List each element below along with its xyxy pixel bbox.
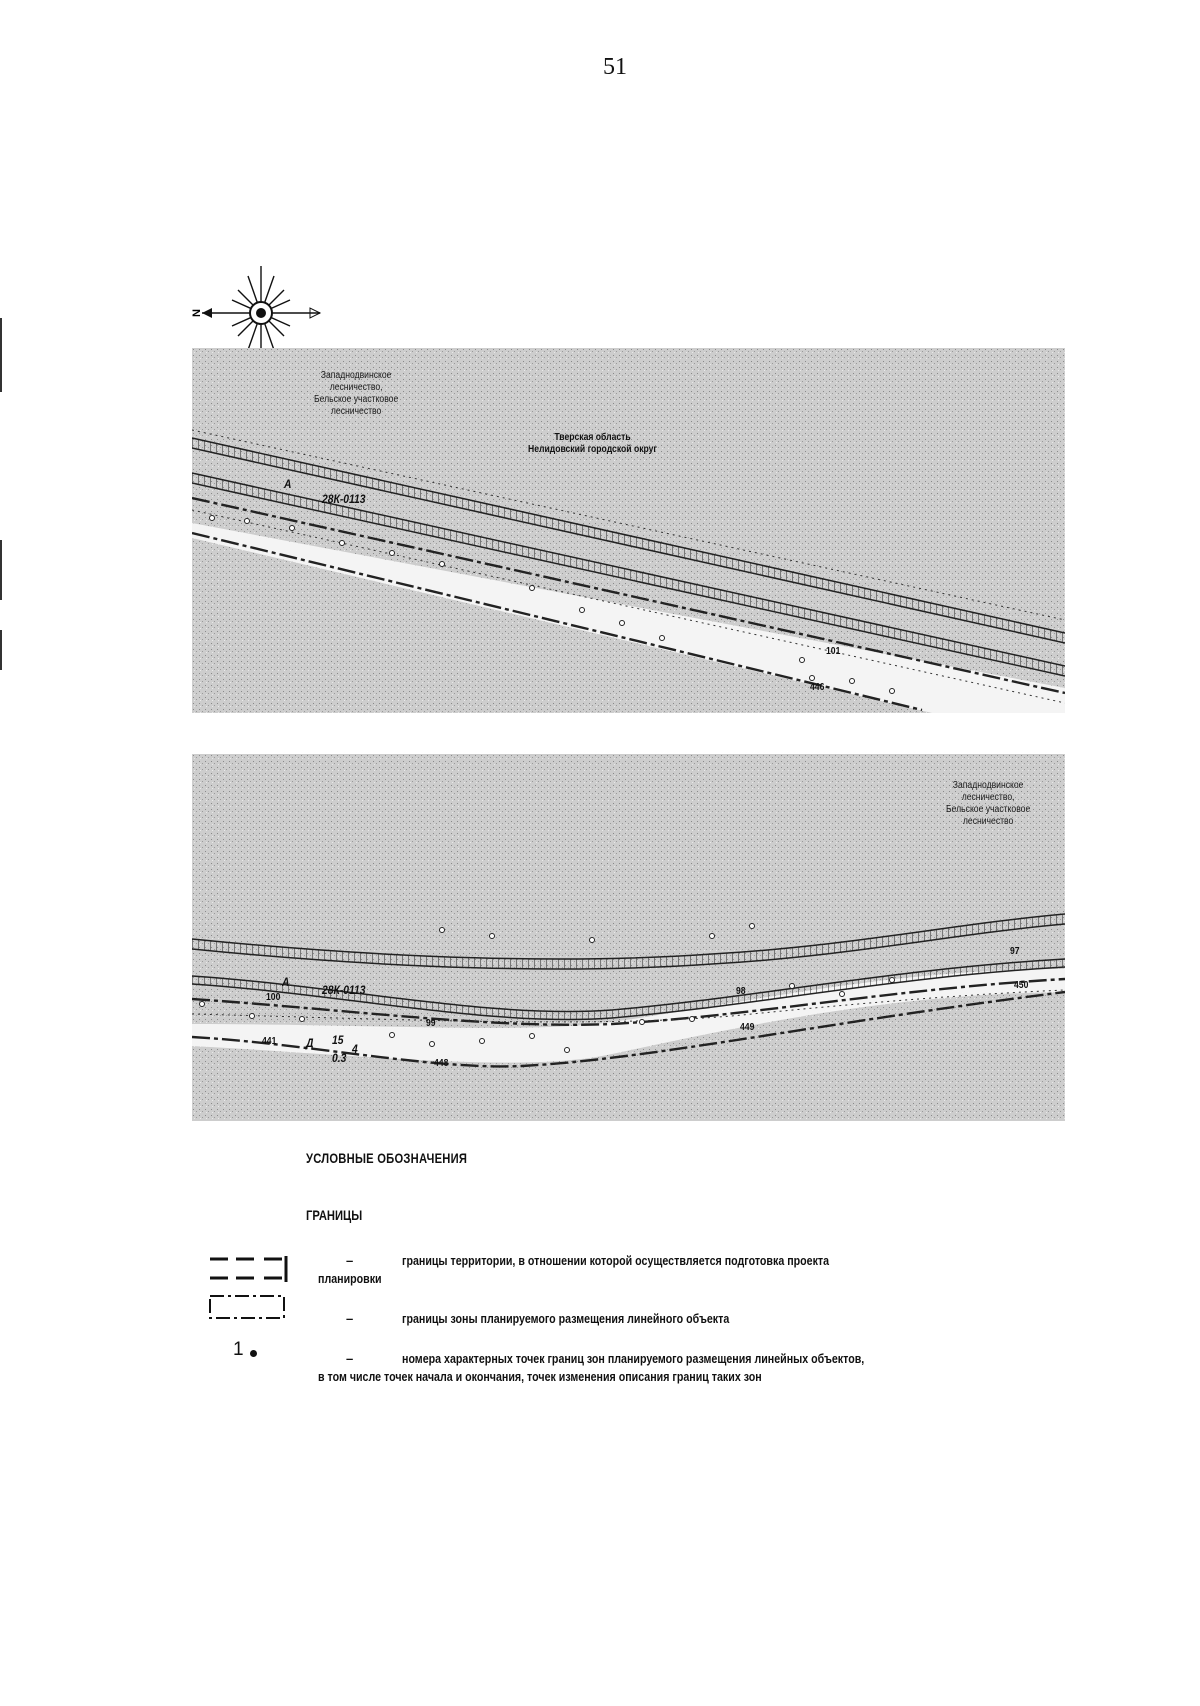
legend-dash: – xyxy=(346,1351,354,1366)
point-number-symbol-label: 1 xyxy=(233,1339,244,1360)
point-number-label: 446 xyxy=(810,682,825,693)
point-number-label: 449 xyxy=(740,1022,755,1033)
point-number-label: 97 xyxy=(1010,946,1020,957)
scan-edge-mark xyxy=(0,630,2,670)
map-mark-label: 4 xyxy=(352,1042,358,1056)
legend-section-title: ГРАНИЦЫ xyxy=(306,1207,363,1223)
legend-dash: – xyxy=(346,1253,354,1268)
point-number-label: 98 xyxy=(736,986,746,997)
territory-boundary-symbol-icon xyxy=(210,1256,290,1286)
road-code-label: 28К-0113 xyxy=(322,492,366,506)
legend-dash: – xyxy=(346,1311,354,1326)
point-marker-icon xyxy=(250,1350,257,1357)
legend-item-text: номера характерных точек границ зон планируемого размещения линейных объектов, xyxy=(402,1351,865,1366)
point-number-label: 448 xyxy=(434,1058,449,1069)
compass-north-label: N xyxy=(191,309,203,317)
point-number-label: 100 xyxy=(266,992,281,1003)
point-number-label: 450 xyxy=(1014,980,1029,991)
map-mark-label: 15 xyxy=(332,1033,344,1047)
region-label: Тверская область Нелидовский городской округ xyxy=(528,432,658,455)
forestry-label: Западнодвинское лесничество, Бельское участковое лесничество xyxy=(314,370,399,417)
point-number-label: 441 xyxy=(262,1036,277,1047)
legend-item-text: в том числе точек начала и окончания, точек изменения описания границ таких зон xyxy=(318,1369,762,1384)
page-number: 51 xyxy=(603,54,627,80)
forestry-label: Западнодвинское лесничество, Бельское участковое лесничество xyxy=(946,780,1031,827)
map-mark-label: Д xyxy=(306,1036,314,1050)
road-code-label: 28К-0113 xyxy=(322,983,366,997)
scan-edge-mark xyxy=(0,540,2,600)
legend-item-text: границы зоны планируемого размещения линейного объекта xyxy=(402,1311,730,1326)
point-number-label: 99 xyxy=(426,1018,436,1029)
boundary-letter-label: А xyxy=(282,975,290,989)
zone-boundary-symbol-icon xyxy=(208,1294,288,1322)
map-mark-label: 0.3 xyxy=(332,1051,347,1065)
legend-title: УСЛОВНЫЕ ОБОЗНАЧЕНИЯ xyxy=(306,1150,468,1166)
legend-item-text: планировки xyxy=(318,1271,382,1286)
boundary-letter-label: А xyxy=(284,477,292,491)
scan-edge-mark xyxy=(0,318,2,392)
compass-rose-icon xyxy=(190,262,322,362)
map-fragment-1 xyxy=(192,348,1065,713)
legend-item-text: границы территории, в отношении которой осуществляется подготовка проекта xyxy=(402,1253,830,1268)
map-fragment-2 xyxy=(192,754,1065,1121)
point-number-label: 101 xyxy=(826,646,841,657)
